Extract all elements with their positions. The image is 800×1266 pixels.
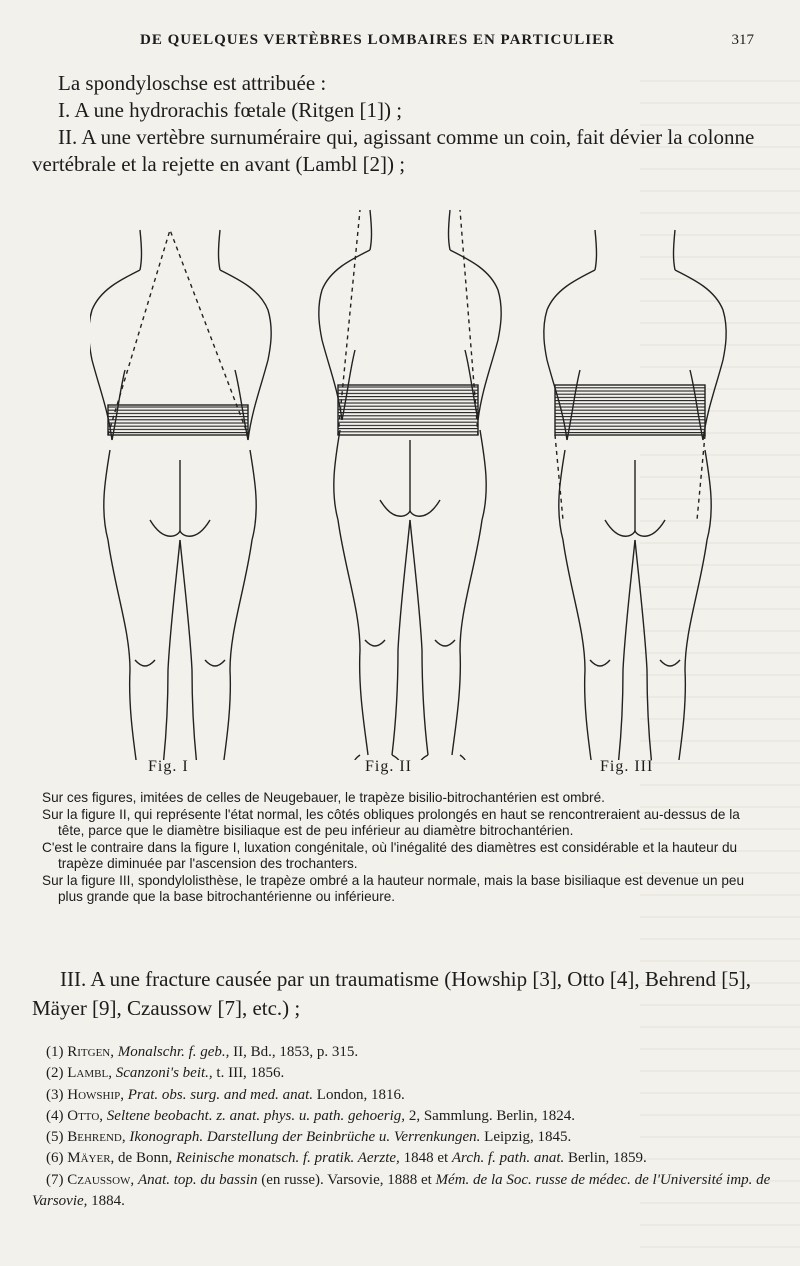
section-iii [32,965,772,1023]
intro-text [32,70,772,178]
figure-1-drawing [90,230,271,760]
footnote-3: (3) Howship, Prat. obs. surg. and med. anat. London, 1816. [46,1086,405,1103]
intro-line-2: I. A une hydrorachis fœtale (Ritgen [1]) ; [58,98,403,122]
caption-paragraph-2: Sur la figure II, qui représente l'état normal, les côtés obliques prolongés en haut se rencontreraient au-dessus de la tête, parce que le diamètre bisiliaque est de peu inférieur au diamètre bitrochantérien. [42,807,740,838]
intro-line-1: La spondyloschse est attribuée : [58,71,327,95]
footnote-4: (4) Otto, Seltene beobacht. z. anat. phys. u. path. gehoerig, 2, Sammlung. Berlin, 1824. [46,1107,576,1124]
figure-3-label: Fig. III [600,758,654,775]
figure-3-drawing [544,230,726,760]
page-number: 317 [731,32,754,48]
caption-paragraph-3: C'est le contraire dans la figure I, luxation congénitale, où l'inégalité des diamètres est considérable et la hauteur du trapèze diminuée par l'ascension des trochanters. [42,840,738,871]
figure-caption [42,790,768,906]
running-title: DE QUELQUES VERTÈBRES LOMBAIRES EN PARTICULIER [140,32,615,48]
footnotes [32,1042,772,1212]
caption-paragraph-4: Sur la figure III, spondylolisthèse, le trapèze ombré a la hauteur normale, mais la base bisiliaque est devenue un peu plus grande que la base bitrochantérienne ou inférieure. [42,873,745,904]
figure-2-label: Fig. II [365,758,412,775]
intro-line-3: II. A une vertèbre surnuméraire qui, agissant comme un coin, fait dévier la colonne vertébrale et la rejette en avant (Lambl [2]) ; [32,125,755,176]
caption-paragraph-1: Sur ces figures, imitées de celles de Neugebauer, le trapèze bisilio-bitrochantérien est ombré. [42,790,605,805]
footnote-6: (6) Mäyer, de Bonn, Reinische monatsch. f. pratik. Aerzte, 1848 et Arch. f. path. anat. Berlin, 1859. [46,1150,647,1167]
footnote-2: (2) Lambl, Scanzoni's beit., t. III, 1856. [46,1065,285,1082]
figure-1-label: Fig. I [148,758,189,775]
footnote-7: (7) Czaussow, Anat. top. du bassin (en russe). Varsovie, 1888 et Mém. de la Soc. russe de médec. de l'Université imp. de Varsovie, 1884. [32,1171,771,1210]
running-header [0,30,800,56]
footnote-5: (5) Behrend, Ikonograph. Darstellung der Beinbrüche u. Verrenkungen. Leipzig, 1845. [46,1129,572,1146]
figures-plate [90,190,730,790]
figure-2-drawing [319,210,501,760]
footnote-1: (1) Ritgen, Monalschr. f. geb., II, Bd., 1853, p. 315. [46,1044,359,1060]
section-iii-text: III. A une fracture causée par un traumatisme (Howship [3], Otto [4], Behrend [5], Mäyer [9], Czaussow [7], etc.) ; [32,967,752,1020]
figures-drawing [90,190,730,760]
